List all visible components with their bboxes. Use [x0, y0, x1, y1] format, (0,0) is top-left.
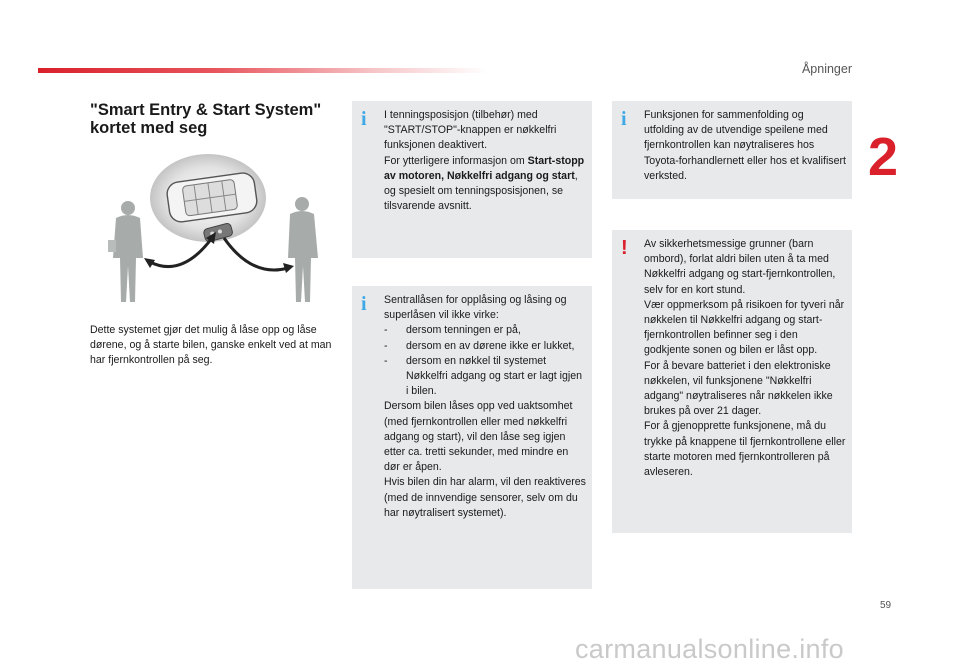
section-title: Åpninger: [801, 62, 852, 76]
header-accent-bar: [38, 68, 488, 73]
watermark: carmanualsonline.info: [575, 634, 844, 664]
info-box-mirrors: [612, 101, 852, 199]
intro-paragraph: Dette systemet gjør det mulig å låse opp og låse dørene, og å starte bilen, ganske enkelt ved at man har fjernkontrollen på seg.: [90, 324, 332, 366]
warning-box-text: Av sikkerhetsmessige grunner (barn ombord), forlat aldri bilen uten å ta med Nøkkelfri adgang og start-fjernkontrollen, selv for en kort stund. Vær oppmerksom på risikoen for tyveri når nøkkelen til Nøkkelfri adgang og start-fjernkontrollen befinner seg i den godkjente sonen og bilen er låst opp. For å bevare batteriet i den elektroniske nøkkelen, vil funksjonene "Nøkkelfri adgang" nøytraliseres når nøkkelen ikke brukes på over 21 dager. For å gjenopprette funksjonene, må du trykke på knappene til fjernkontrollene eller starte motoren med fjernkontrolleren på avleseren.: [644, 238, 846, 479]
info-icon: i: [621, 108, 627, 130]
list-item: - dersom en av dørene ikke er lukket,: [384, 339, 575, 352]
warning-box-safety: [612, 230, 852, 533]
info-icon: i: [361, 108, 367, 130]
warning-icon: !: [621, 237, 628, 259]
info-box-text: I tenningsposisjon (tilbehør) med "START/STOP"-knappen er nøkkelfri funksjonen deaktivert. For ytterligere informasjon om Start-stopp av motoren, Nøkkelfri adgang og start, og spesielt om tenningsposisjonen, se tilsvarende avsnitt.: [384, 109, 585, 213]
info-icon: i: [361, 293, 367, 315]
page-title: "Smart Entry & Start System" kortet med seg: [90, 101, 322, 137]
info-box-ignition: [352, 101, 592, 258]
info-box-central-locking: [352, 286, 592, 589]
chapter-number: 2: [868, 127, 899, 187]
person-left-icon: [108, 201, 143, 302]
person-right-icon: [288, 197, 318, 302]
info-box-text: Funksjonen for sammenfolding og utfolding av de utvendige speilene med fjernkontrollen kan nøytraliseres hos Toyota-forhandlernett eller hos et kvalifisert verksted.: [644, 109, 846, 182]
page-number: 59: [880, 600, 892, 611]
info-box-text: Sentrallåsen for opplåsing og låsing og superlåsen vil ikke virke: - dersom tenningen er på, - dersom en av dørene ikke er lukket, - dersom en nøkkel til systemet Nøkkelfri adgang og start er lagt igjen i bilen. Dersom bilen låses opp ved uaktsomhet (med fjernkontrollen eller med nøkkelfri adgang og start), vil den låse seg igjen etter ca. tretti sekunder, med mindre en dør er åpen. Hvis bilen din har alarm, vil den reaktiveres (med de innvendige sensorer, selv om du har nøytralisert systemet).: [384, 294, 586, 519]
list-item: - dersom tenningen er på,: [384, 324, 521, 337]
list-item: - dersom en nøkkel til systemet Nøkkelfri adgang og start er lagt igjen i bilen.: [384, 354, 583, 398]
smart-entry-illustration: [100, 150, 340, 310]
